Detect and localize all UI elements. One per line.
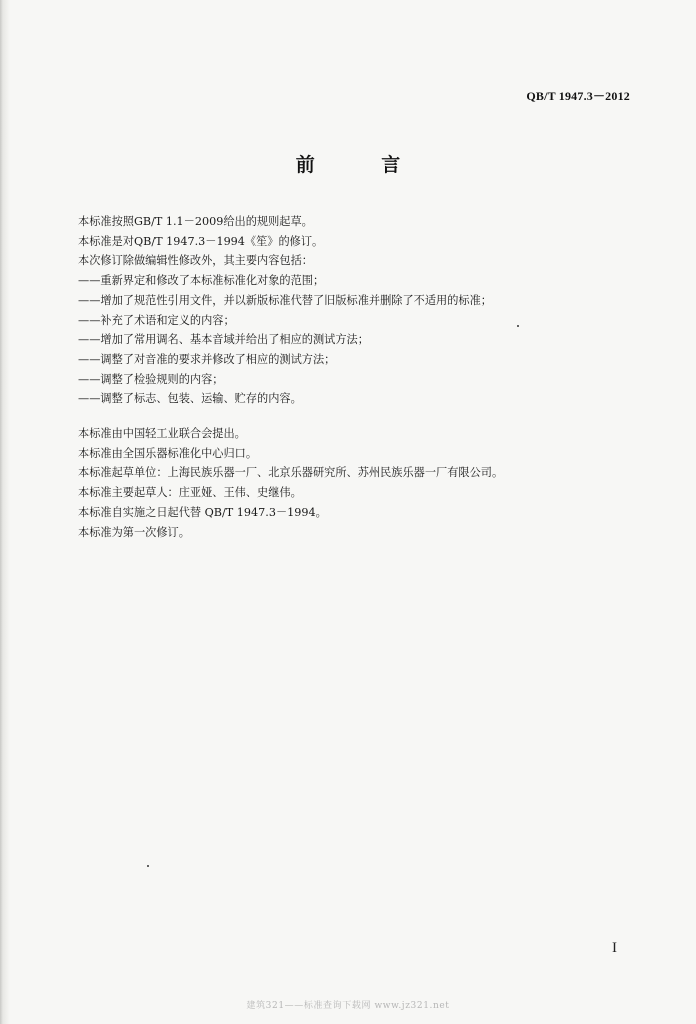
document-code: QB/T 1947.3－2012 <box>526 89 630 103</box>
foreword-body <box>78 212 638 542</box>
change-item: ——增加了规范性引用文件，并以新版标准代替了旧版标准并删除了不适用的标准； <box>78 293 492 307</box>
foreword-line: 本标准主要起草人：庄亚娅、王伟、史继伟。 <box>78 486 302 500</box>
change-item: ——调整了对音准的要求并修改了相应的测试方法； <box>78 352 336 366</box>
paragraph-gap <box>78 409 638 424</box>
page-number: I <box>612 940 617 956</box>
change-item: ——调整了标志、包装、运输、贮存的内容。 <box>78 392 302 406</box>
foreword-line: 本标准自实施之日起代替 QB/T 1947.3－1994。 <box>78 505 327 519</box>
scan-speck <box>147 865 149 867</box>
foreword-line: 本标准按照GB/T 1.1－2009给出的规则起草。 <box>78 215 313 228</box>
scan-speck <box>517 325 519 327</box>
watermark: 建筑321——标准查询下载网 www.jz321.net <box>246 1001 450 1011</box>
foreword-line: 本标准起草单位：上海民族乐器一厂、北京乐器研究所、苏州民族乐器一厂有限公司。 <box>78 466 504 480</box>
foreword-line: 本标准是对QB/T 1947.3－1994《笙》的修订。 <box>78 234 324 248</box>
foreword-line: 本标准由全国乐器标准化中心归口。 <box>78 446 258 460</box>
change-item: ——调整了检验规则的内容； <box>78 372 224 386</box>
change-item: ——补充了术语和定义的内容； <box>78 313 235 327</box>
change-item: ——增加了常用调名、基本音域并给出了相应的测试方法； <box>78 333 369 347</box>
page-title: 前 言 <box>295 154 431 176</box>
foreword-line: 本次修订除做编辑性修改外，其主要内容包括： <box>78 254 313 268</box>
foreword-line: 本标准由中国轻工业联合会提出。 <box>78 427 246 441</box>
foreword-line: 本标准为第一次修订。 <box>78 525 190 539</box>
change-item: ——重新界定和修改了本标准标准化对象的范围； <box>78 274 325 288</box>
